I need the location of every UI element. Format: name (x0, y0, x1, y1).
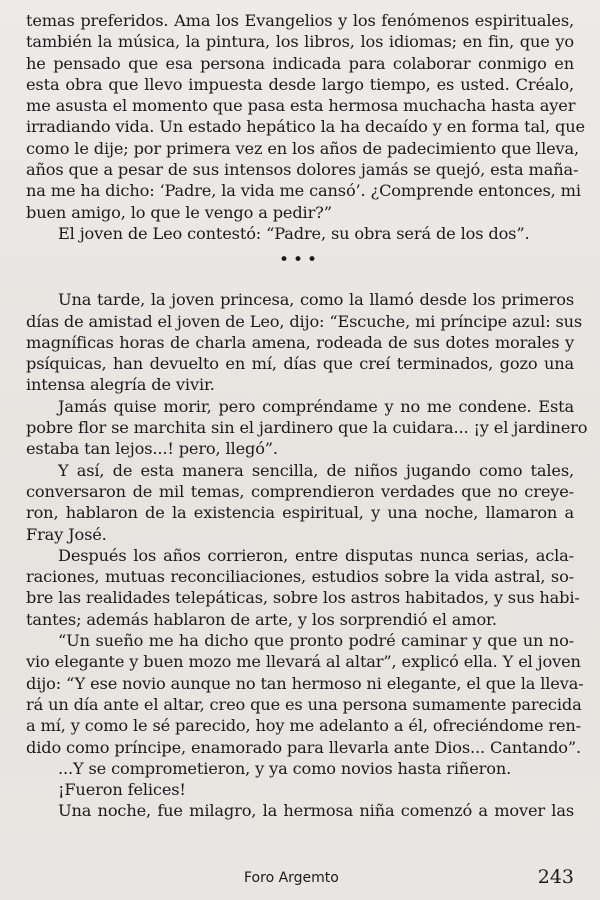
text-line: como le dije; por primera vez en los años de padecimiento que lleva, (26, 138, 580, 158)
text-line: Después los años corrieron, entre disputas nunca serias, acla- (58, 545, 574, 565)
text-line: ...Y se comprometieron, y ya como novios hasta riñeron. (58, 758, 512, 778)
text-line: Fray José. (26, 524, 107, 544)
page-footer (0, 866, 600, 892)
text-line: raciones, mutuas reconciliaciones, estudios sobre la vida astral, so- (26, 567, 574, 587)
text-line: El joven de Leo contestó: “Padre, su obra será de los dos”. (58, 223, 530, 243)
text-line: magníficas horas de charla amena, rodeada de sus dotes morales y (26, 332, 574, 352)
text-line: conversaron de mil temas, comprendieron verdades que no creye- (26, 481, 574, 501)
text-line: bre las realidades telepáticas, sobre los astros habitados, y sus habi- (26, 588, 580, 608)
text-line: Una tarde, la joven princesa, como la llamó desde los primeros (58, 290, 574, 310)
text-line: pobre flor se marchita sin el jardinero que la cuidara... ¡y el jardinero (26, 418, 588, 438)
section-separator: ••• (278, 250, 322, 271)
text-line: rá un día ante el altar, creo que es una persona sumamente parecida (26, 694, 582, 714)
text-line: a mí, y como le sé parecido, hoy me adelanto a él, ofreciéndome ren- (26, 716, 581, 736)
text-line: me asusta el momento que pasa esta hermosa muchacha hasta ayer (26, 96, 576, 116)
text-line: dido como príncipe, enamorado para llevarla ante Dios... Cantando”. (26, 737, 582, 757)
text-line: ron, hablaron de la existencia espiritual, y una noche, llamaron a (26, 503, 574, 523)
text-line: “Un sueño me ha dicho que pronto podré caminar y que un no- (58, 631, 574, 651)
text-line: intensa alegría de vivir. (26, 375, 215, 395)
text-line: esta obra que llevo impuesta desde largo tiempo, es usted. Créalo, (26, 74, 574, 94)
text-line: Y así, de esta manera sencilla, de niños jugando como tales, (58, 460, 574, 480)
text-line: tantes; además hablaron de arte, y los sorprendió el amor. (26, 609, 497, 629)
text-line: años que a pesar de sus intensos dolores jamás se quejó, esta maña- (26, 160, 579, 180)
text-line: psíquicas, han devuelto en mí, días que creí terminados, gozo una (26, 354, 574, 374)
text-line: vio elegante y buen mozo me llevará al altar”, explicó ella. Y el joven (26, 652, 581, 672)
text-line: irradiando vida. Un estado hepático la ha decaído y en forma tal, que (26, 117, 585, 137)
text-line: temas preferidos. Ama los Evangelios y los fenómenos espirituales, (26, 11, 574, 30)
text-line: estaba tan lejos...! pero, llegó”. (26, 439, 278, 459)
body-text (26, 10, 588, 822)
text-line: ¡Fueron felices! (58, 780, 186, 800)
text-line: Una noche, fue milagro, la hermosa niña comenzó a mover las (58, 801, 574, 821)
page-number: 243 (537, 866, 574, 888)
text-line: dijo: “Y ese novio aunque no tan hermoso ni elegante, el que la lleva- (26, 673, 584, 693)
text-line: he pensado que esa persona indicada para colaborar conmigo en (26, 53, 574, 73)
text-line: días de amistad el joven de Leo, dijo: “Escuche, mi príncipe azul: sus (26, 311, 583, 331)
text-line: también la música, la pintura, los libros, los idiomas; en fin, que yo (26, 32, 574, 52)
text-line: buen amigo, lo que le vengo a pedir?” (26, 202, 332, 222)
text-line: Jamás quise morir, pero compréndame y no me condene. Esta (58, 396, 574, 416)
text-line: na me ha dicho: ‘Padre, la vida me cansó’. ¿Comprende entonces, mi (26, 181, 581, 201)
footer-title: Foro Argemto (244, 870, 339, 886)
